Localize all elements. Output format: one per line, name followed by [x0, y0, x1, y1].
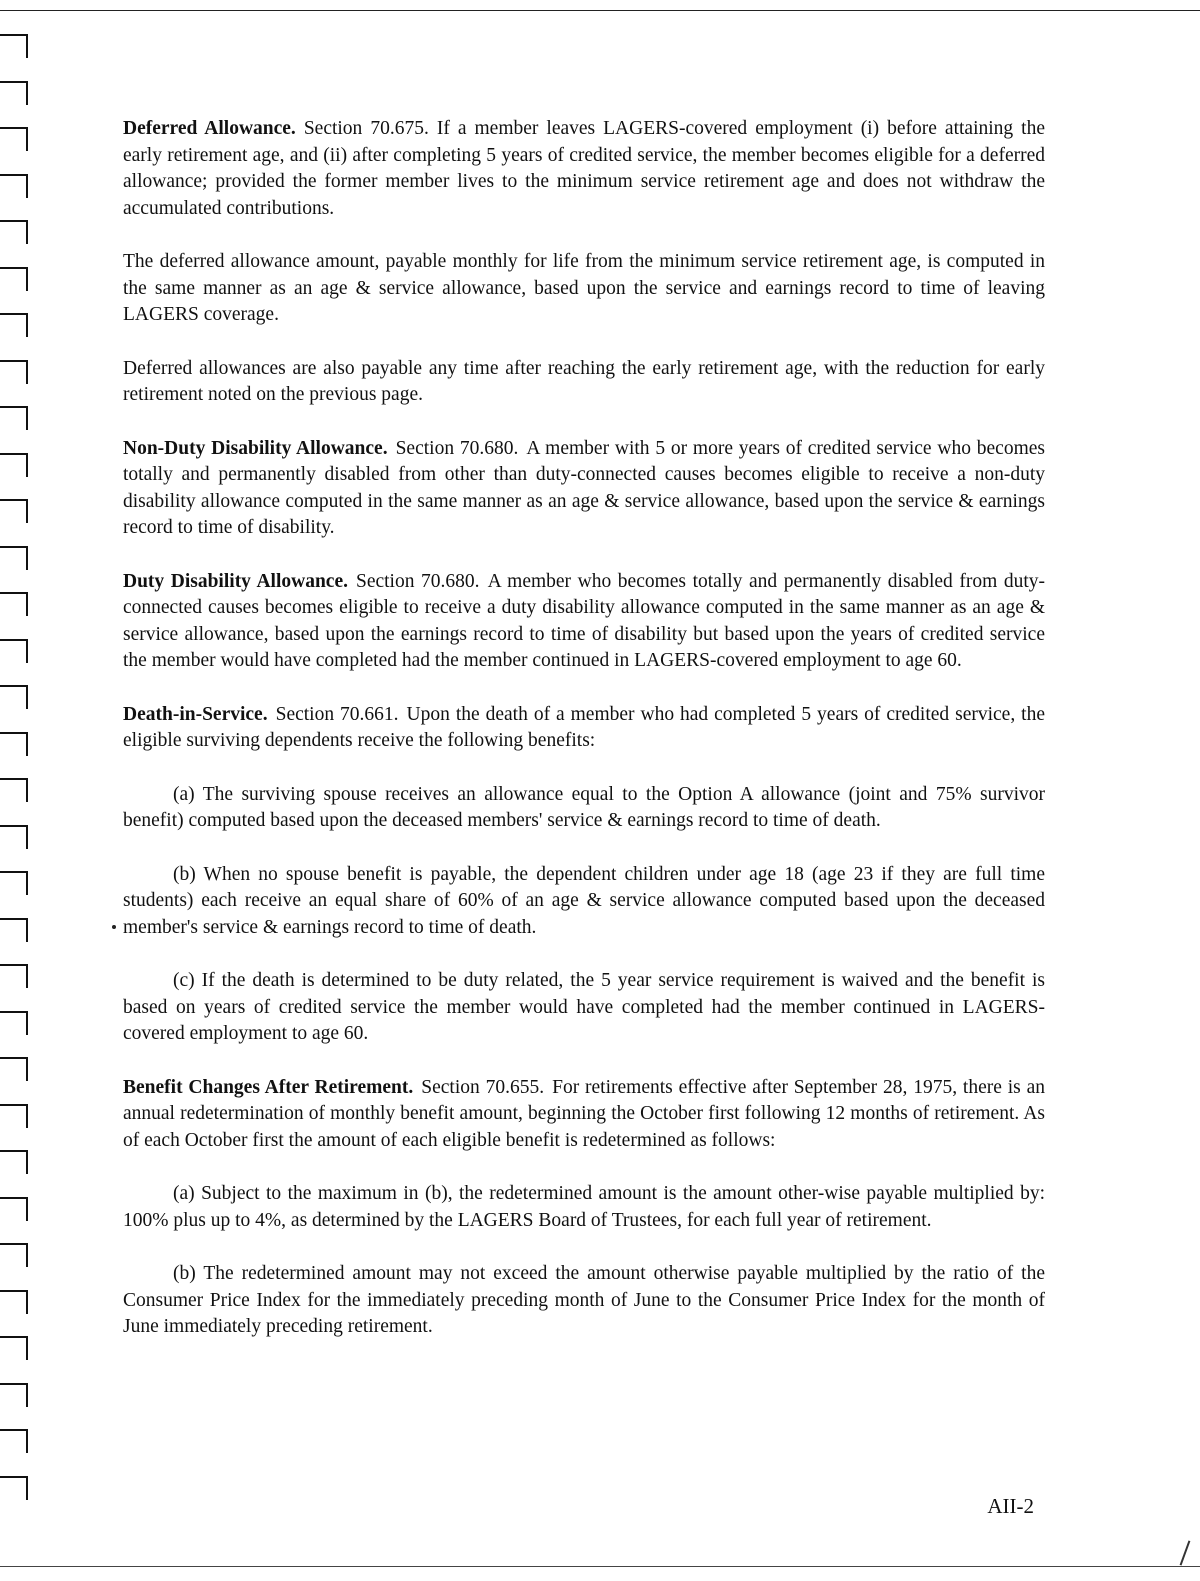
- section-reference: Section 70.680.: [395, 437, 519, 459]
- list-item-death-c: [123, 968, 1045, 1048]
- paragraph-deferred-allowance: [123, 116, 1045, 222]
- binding-ring: [0, 918, 28, 942]
- binding-ring: [0, 81, 28, 105]
- binding-ring: [0, 1336, 28, 1360]
- binding-ring: [0, 546, 28, 570]
- binding-ring: [0, 1150, 28, 1174]
- binding-ring: [0, 34, 28, 58]
- paragraph-benefit-changes: [123, 1075, 1045, 1155]
- paragraph-deferred-early: [123, 356, 1045, 409]
- binding-ring: [0, 1104, 28, 1128]
- binding-ring: [0, 871, 28, 895]
- document-body: [123, 116, 1045, 1368]
- list-item-changes-a: [123, 1181, 1045, 1234]
- list-item-death-b: [123, 862, 1045, 942]
- paragraph-deferred-amount: [123, 249, 1045, 329]
- bottom-rule: [0, 1566, 1200, 1567]
- paragraph-text: (b) The redetermined amount may not exceed the amount otherwise payable multiplied by the ratio of the Consumer Price Index for the immediately preceding month of June to the Consumer Price Index for the month of June immediately preceding retirement.: [123, 1263, 1045, 1337]
- binding-ring: [0, 1383, 28, 1407]
- corner-mark: [1180, 1540, 1191, 1565]
- binding-ring: [0, 453, 28, 477]
- binding-ring: [0, 267, 28, 291]
- paragraph-death-in-service: [123, 702, 1045, 755]
- paragraph-text: Deferred allowances are also payable any time after reaching the early retirement age, with the reduction for early retirement noted on the previous page.: [123, 357, 1045, 405]
- binding-ring: [0, 499, 28, 523]
- top-rule: [0, 10, 1200, 11]
- binding-ring: [0, 1429, 28, 1453]
- binding-ring: [0, 778, 28, 802]
- paragraph-heading: Non-Duty Disability Allowance.: [123, 437, 388, 459]
- binding-ring: [0, 592, 28, 616]
- spiral-binding: [0, 30, 40, 1550]
- paragraph-text: Upon the death of a member who had completed 5 years of credited service, the eligible surviving dependents receive the following benefits:: [123, 703, 1045, 751]
- paragraph-text: The deferred allowance amount, payable monthly for life from the minimum service retirement age, is computed in the same manner as an age & service allowance, based upon the service and earnings record to time of leaving LAGERS coverage.: [123, 251, 1045, 325]
- page-number: AII-2: [987, 1494, 1034, 1518]
- section-reference: Section 70.675.: [303, 118, 429, 139]
- binding-ring: [0, 1243, 28, 1267]
- paragraph-text: A member with 5 or more years of credited service who becomes totally and permanently disabled from other than duty-connected causes becomes eligible to receive a non-duty disability allowance computed in the same manner as an age & service allowance, based upon the service & earnings record to time of disability.: [123, 437, 1045, 538]
- binding-ring: [0, 639, 28, 663]
- paragraph-heading: Benefit Changes After Retirement.: [123, 1076, 414, 1098]
- binding-ring: [0, 964, 28, 988]
- binding-ring: [0, 732, 28, 756]
- binding-ring: [0, 174, 28, 198]
- paragraph-non-duty-disability: [123, 436, 1045, 542]
- binding-ring: [0, 1197, 28, 1221]
- binding-ring: [0, 825, 28, 849]
- binding-ring: [0, 1011, 28, 1035]
- paragraph-text: (b) When no spouse benefit is payable, the dependent children under age 18 (age 23 if they are full time students) each receive an equal share of 60% of an age & service allowance computed based upon the deceased member's service & earnings record to time of death.: [123, 863, 1045, 938]
- paragraph-text: A member who becomes totally and permanently disabled from duty-connected causes becomes eligible to receive a duty disability allowance computed in the same manner as an age & service allowance, based upon the earnings record to time of disability but based upon the years of credited service the member would have completed had the member continued in LAGERS-covered employment to age 60.: [123, 570, 1045, 671]
- paragraph-text: (a) Subject to the maximum in (b), the redetermined amount is the amount other-wise payable multiplied by: 100% plus up to 4%, as determined by the LAGERS Board of Trustees, for each full year of retirement.: [123, 1183, 1045, 1231]
- binding-ring: [0, 127, 28, 151]
- binding-ring: [0, 1057, 28, 1081]
- paragraph-text: If a member leaves LAGERS-covered employment (i) before attaining the early retirement age, and (ii) after completing 5 years of credited service, the member becomes eligible for a deferred allowance; provided the former member lives to the minimum service retirement age and does not withdraw the accumulated contributions.: [123, 118, 1045, 219]
- binding-ring: [0, 1476, 28, 1500]
- binding-ring: [0, 406, 28, 430]
- section-reference: Section 70.655.: [421, 1076, 545, 1098]
- paragraph-duty-disability: [123, 569, 1045, 675]
- list-item-changes-b: [123, 1261, 1045, 1341]
- section-reference: Section 70.680.: [355, 570, 480, 592]
- binding-ring: [0, 313, 28, 337]
- binding-ring: [0, 360, 28, 384]
- section-reference: Section 70.661.: [275, 703, 399, 725]
- paragraph-heading: Death-in-Service.: [123, 703, 268, 725]
- paragraph-text: (c) If the death is determined to be duty related, the 5 year service requirement is waived and the benefit is based on years of credited service the member would have completed had the member continued in LAGERS-covered employment to age 60.: [123, 970, 1045, 1044]
- paragraph-text: (a) The surviving spouse receives an allowance equal to the Option A allowance (joint and 75% survivor benefit) computed based upon the deceased members' service & earnings record to time of death.: [123, 783, 1045, 831]
- binding-ring: [0, 220, 28, 244]
- list-item-death-a: [123, 782, 1045, 835]
- binding-ring: [0, 685, 28, 709]
- paragraph-heading: Duty Disability Allowance.: [123, 570, 348, 592]
- stray-mark: [112, 925, 116, 929]
- paragraph-heading: Deferred Allowance.: [123, 118, 296, 139]
- binding-ring: [0, 1290, 28, 1314]
- paragraph-text: For retirements effective after September 28, 1975, there is an annual redetermination of monthly benefit amount, beginning the October first following 12 months of retirement. As of each October first the amount of each eligible benefit is redetermined as follows:: [123, 1076, 1045, 1151]
